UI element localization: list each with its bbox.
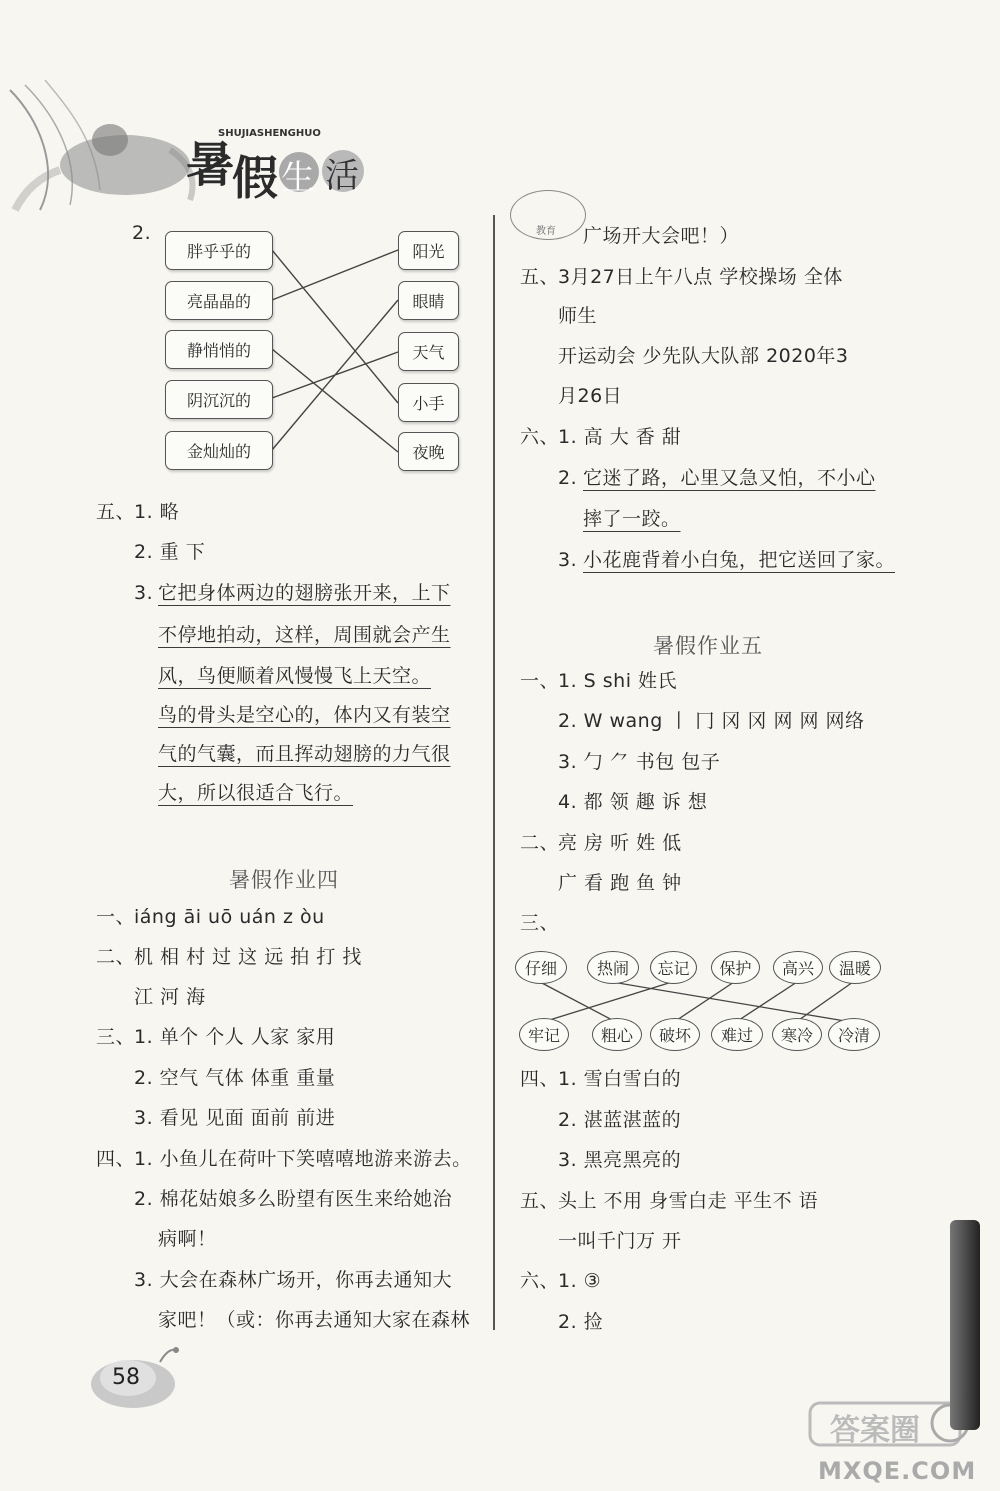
right-s6-item2-num: 2. [558,467,578,489]
match-right-5: 夜晚 [398,432,459,471]
right-h5-label: 五、 [520,1190,560,1212]
right-h4-item3: 3. 黑亮黑亮的 [558,1149,682,1171]
match-right-2: 眼睛 [398,281,459,320]
left-s5-item3-line2: 不停地拍动，这样，周围就会产生 [158,624,451,646]
antonym-top-3: 忘记 [650,951,697,984]
right-s5-line1: 3月27日上午八点 学校操场 全体 [558,266,843,288]
match-right-3: 天气 [398,332,459,371]
antonym-bottom-1: 牢记 [519,1018,569,1051]
left-s5-item3-line3: 风，鸟便顺着风慢慢飞上天空。 [158,665,432,687]
left-s5-item3-num: 3. [134,582,154,604]
right-s6-item3-num: 3. [558,549,578,571]
header-char-4: 活 [325,156,359,196]
right-s6-item3-text: 小花鹿背着小白兔，把它送回了家。 [583,549,896,571]
left-s3-label: 三、 [96,1026,136,1048]
left-s2-label: 二、 [96,946,136,968]
right-s5-label: 五、 [520,266,560,288]
right-h2-label: 二、 [520,832,560,854]
match-right-4: 小手 [398,383,459,422]
left-s5-item3-line1: 它把身体两边的翅膀张开来，上下 [158,582,451,604]
matching-label: 2. [132,222,152,244]
left-s4-item2-line1: 2. 棉花姑娘多么盼望有医生来给她治 [134,1188,453,1210]
left-s2-line1: 机 相 村 过 这 远 拍 打 找 [134,946,362,968]
antonym-top-6: 温暖 [829,951,881,984]
match-right-1: 阳光 [398,231,459,270]
left-s5-item3-line4: 鸟的骨头是空心的，体内又有装空 [158,704,451,726]
match-left-1: 胖乎乎的 [165,231,273,270]
right-h4-item2: 2. 湛蓝湛蓝的 [558,1109,682,1131]
page-number: 58 [112,1365,140,1390]
left-s5-label: 五、 [96,501,136,523]
hw5-title: 暑假作业五 [653,634,763,658]
left-s5-item3-line6: 大，所以很适合飞行。 [158,782,354,804]
match-left-2: 亮晶晶的 [165,281,273,320]
left-s4-label: 四、 [96,1148,136,1170]
right-s6-item2-line1: 它迷了路，心里又急又怕，不小心 [583,467,876,489]
watermark-logo-text: 答案圈 [830,1413,920,1448]
right-s5-line3: 开运动会 少先队大队部 2020年3 [558,345,849,367]
antonym-top-5: 高兴 [773,951,823,984]
match-left-5: 金灿灿的 [165,431,273,470]
right-h2-line2: 广 看 跑 鱼 钟 [558,872,682,894]
right-s5-line4: 月26日 [558,385,623,407]
right-h1-label: 一、 [520,670,560,692]
left-s3-item1: 1. 单个 个人 人家 家用 [134,1026,336,1048]
left-s4-item3-line2: 家吧！（或：你再去通知大家在森林 [158,1309,471,1331]
left-s1-label: 一、 [96,906,136,928]
antonym-bottom-5: 寒冷 [772,1018,822,1051]
right-h1-item3: 3. 勹 ⺈ 书包 包子 [558,751,721,773]
left-s4-item2-line2: 病啊！ [158,1228,217,1250]
header-char-3: 生 [281,158,315,198]
right-h3-label: 三、 [520,912,560,934]
right-h4-item1: 1. 雪白雪白的 [558,1068,682,1090]
match-left-3: 静悄悄的 [165,330,273,369]
right-h1-item4: 4. 都 领 趣 诉 想 [558,791,708,813]
right-s5-line2: 师生 [558,305,598,327]
watermark-text: MXQE.COM [818,1457,977,1485]
left-s5-item3-line5: 气的气囊，而且挥动翅膀的力气很 [158,743,451,765]
right-h5-line2: 一叫千门万 开 [558,1230,682,1252]
right-h6-item2: 2. 捡 [558,1311,604,1333]
left-s5-item1: 1. 略 [134,501,180,523]
right-h2-line1: 亮 房 听 姓 低 [558,832,682,854]
page-edge-shadow [950,1220,980,1430]
left-s4-item1: 1. 小鱼儿在荷叶下笑嘻嘻地游来游去。 [134,1148,472,1170]
antonym-bottom-6: 冷清 [828,1018,880,1051]
right-s6-item1: 1. 高 大 香 甜 [558,426,682,448]
right-h6-item1: 1. ③ [558,1270,602,1292]
antonym-top-2: 热闹 [587,951,639,984]
right-h1-item1: 1. S shi 姓氏 [558,670,678,692]
match-left-4: 阴沉沉的 [165,380,273,419]
header-char-2: 假 [232,151,278,205]
right-h4-label: 四、 [520,1068,560,1090]
left-s1-text: iáng āi uō uán z òu [134,906,325,928]
right-h5-line1: 头上 不用 身雪白走 平生不 语 [558,1190,819,1212]
hw4-title: 暑假作业四 [229,868,339,892]
left-s3-item3: 3. 看见 见面 面前 前进 [134,1107,336,1129]
stamp-text: 教育 [536,226,556,237]
antonym-bottom-2: 粗心 [592,1018,642,1051]
antonym-top-4: 保护 [711,951,760,984]
left-s3-item2: 2. 空气 气体 体重 重量 [134,1067,336,1089]
right-continuation: 广场开大会吧！） [583,225,740,247]
antonym-bottom-3: 破坏 [650,1018,700,1051]
header-char-1: 暑 [186,137,235,193]
right-s6-item2-line2: 摔了一跤。 [583,508,681,530]
antonym-bottom-4: 难过 [711,1018,763,1051]
left-s2-line2: 江 河 海 [134,986,206,1008]
right-h1-item2: 2. W wang 丨 冂 冈 冈 网 网 网络 [558,710,865,732]
header-pinyin: SHUJIASHENGHUO [218,128,321,139]
left-s5-item2: 2. 重 下 [134,541,206,563]
left-s4-item3-line1: 3. 大会在森林广场开，你再去通知大 [134,1269,453,1291]
right-s6-label: 六、 [520,426,560,448]
antonym-top-1: 仔细 [515,951,567,984]
right-h6-label: 六、 [520,1270,560,1292]
